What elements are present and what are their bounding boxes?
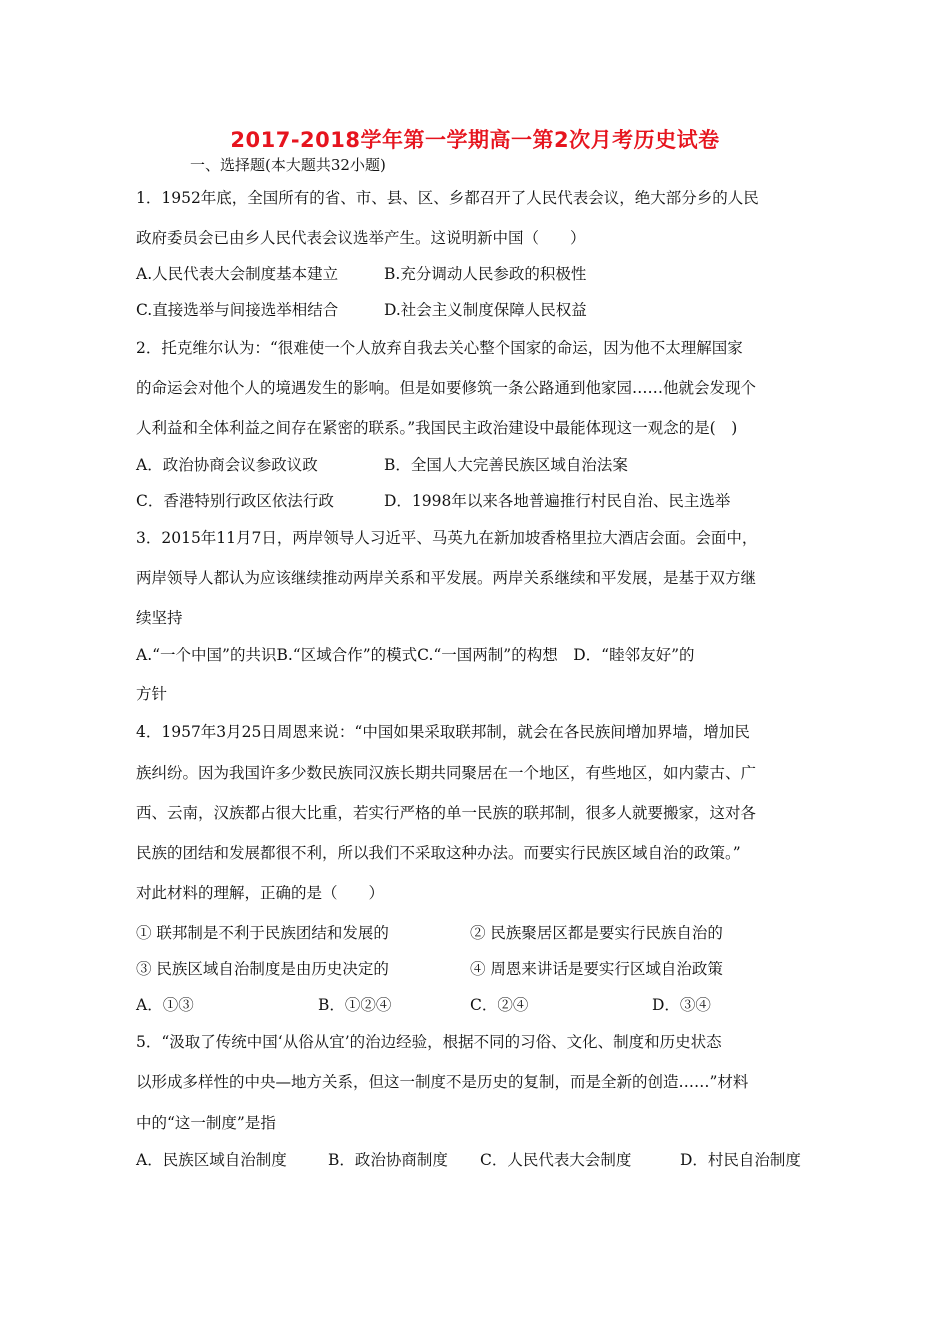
- q3-line-3: 续坚持: [136, 609, 183, 627]
- section-heading: 一、选择题(本大题共32小题): [190, 156, 386, 174]
- q4-line-2: 族纠纷。因为我国许多少数民族同汉族长期共同聚居在一个地区，有些地区，如内蒙古、广: [136, 764, 757, 782]
- q2-line-1: 2．托克维尔认为：“很难使一个人放弃自我去关心整个国家的命运，因为他不太理解国家: [136, 339, 743, 357]
- q4-statement-1: ① 联邦制是不利于民族团结和发展的: [136, 924, 389, 942]
- q2-option-c: C．香港特别行政区依法行政: [136, 492, 334, 510]
- q2-line-2: 的命运会对他个人的境遇发生的影响。但是如要修筑一条公路通到他家园……他就会发现个: [136, 379, 757, 397]
- q4-line-1: 4．1957年3月25日周恩来说：“中国如果采取联邦制，就会在各民族间增加界墙，增加民: [136, 723, 750, 741]
- q4-option-b: B．①②④: [318, 996, 392, 1014]
- q1-option-c: C.直接选举与间接选举相结合: [136, 301, 339, 319]
- q2-option-a: A．政治协商会议参政议政: [136, 456, 318, 474]
- q4-statement-4: ④ 周恩来讲话是要实行区域自治政策: [470, 960, 723, 978]
- q1-option-d: D.社会主义制度保障人民权益: [384, 301, 587, 319]
- q1-option-a: A.人民代表大会制度基本建立: [136, 265, 339, 283]
- q5-option-b: B．政治协商制度: [328, 1151, 448, 1169]
- q3-options-line-2: 方针: [136, 685, 168, 703]
- q5-option-d: D．村民自治制度: [680, 1151, 801, 1169]
- q5-line-3: 中的“这一制度”是指: [136, 1114, 276, 1132]
- q2-line-3: 人利益和全体利益之间存在紧密的联系。”我国民主政治建设中最能体现这一观念的是( ): [136, 419, 738, 437]
- q5-line-1: 5．“汲取了传统中国‘从俗从宜’的治边经验，根据不同的习俗、文化、制度和历史状态: [136, 1033, 722, 1051]
- exam-title: 2017-2018学年第一学期高一第2次月考历史试卷: [230, 128, 720, 152]
- q1-option-b: B.充分调动人民参政的积极性: [384, 265, 587, 283]
- q4-option-c: C．②④: [470, 996, 529, 1014]
- q1-line-1: 1．1952年底，全国所有的省、市、县、区、乡都召开了人民代表会议，绝大部分乡的人民: [136, 189, 759, 207]
- q1-line-2: 政府委员会已由乡人民代表会议选举产生。这说明新中国（ ）: [136, 229, 586, 247]
- q4-statement-2: ② 民族聚居区都是要实行民族自治的: [470, 924, 723, 942]
- q2-option-b: B．全国人大完善民族区域自治法案: [384, 456, 628, 474]
- q2-option-d: D．1998年以来各地普遍推行村民自治、民主选举: [384, 492, 731, 510]
- q4-line-3: 西、云南，汉族都占很大比重，若实行严格的单一民族的联邦制，很多人就要搬家，这对各: [136, 804, 757, 822]
- q5-option-c: C．人民代表大会制度: [480, 1151, 632, 1169]
- q4-option-a: A．①③: [136, 996, 194, 1014]
- q4-line-4: 民族的团结和发展都很不利，所以我们不采取这种办法。而要实行民族区域自治的政策。”: [136, 844, 741, 862]
- q3-options-line: A.“一个中国”的共识B.“区域合作”的模式C.“一国两制”的构想 D．“睦邻友好”的: [136, 646, 695, 664]
- q5-line-2: 以形成多样性的中央—地方关系，但这一制度不是历史的复制，而是全新的创造……”材料: [136, 1073, 749, 1091]
- q4-statement-3: ③ 民族区域自治制度是由历史决定的: [136, 960, 389, 978]
- q4-option-d: D．③④: [652, 996, 711, 1014]
- q4-line-5: 对此材料的理解，正确的是（ ）: [136, 884, 385, 902]
- q3-line-1: 3．2015年11月7日，两岸领导人习近平、马英九在新加坡香格里拉大酒店会面。会面中，: [136, 529, 758, 547]
- q5-option-a: A．民族区域自治制度: [136, 1151, 287, 1169]
- q3-line-2: 两岸领导人都认为应该继续推动两岸关系和平发展。两岸关系继续和平发展，是基于双方继: [136, 569, 757, 587]
